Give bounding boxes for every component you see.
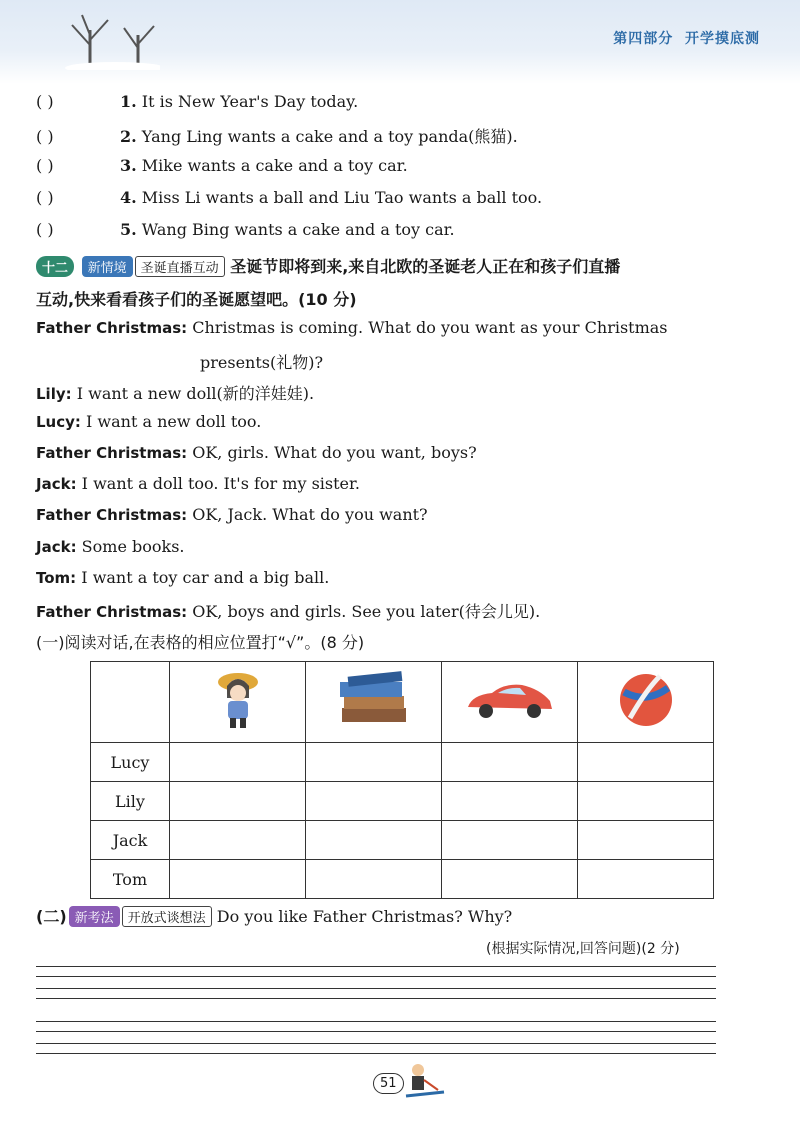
dialogue-line: Father Christmas: OK, Jack. What do you want? xyxy=(36,505,428,524)
answer-cell[interactable] xyxy=(578,743,714,782)
context-topic-tag: 圣诞直播互动 xyxy=(135,256,225,277)
table-row xyxy=(91,821,714,860)
table-row xyxy=(91,743,714,782)
table-header-cell xyxy=(578,662,714,743)
answer-cell[interactable] xyxy=(442,782,578,821)
dialogue-line: Lucy: I want a new doll too. xyxy=(36,412,262,431)
skiing-figure-icon xyxy=(398,1062,448,1102)
answer-cell[interactable] xyxy=(170,743,306,782)
answer-line[interactable] xyxy=(36,976,716,977)
answer-cell[interactable] xyxy=(442,860,578,899)
answer-line[interactable] xyxy=(36,1043,716,1044)
page-number: 51 xyxy=(373,1073,404,1094)
table-row xyxy=(91,782,714,821)
tf-item-4: ( ) 4. Miss Li wants a ball and Liu Tao wants a ball too. xyxy=(36,188,543,207)
answer-cell[interactable] xyxy=(170,821,306,860)
section-intro-line1: 圣诞节即将到来,来自北欧的圣诞老人正在和孩子们直播 xyxy=(230,257,621,276)
answer-cell[interactable] xyxy=(578,860,714,899)
table-header-cell xyxy=(442,662,578,743)
table-header-cell xyxy=(170,662,306,743)
answer-cell[interactable] xyxy=(442,821,578,860)
answer-line[interactable] xyxy=(36,1053,716,1054)
tf-item-1: ( ) 1. It is New Year's Day today. xyxy=(36,92,359,111)
part1-instruction: (一)阅读对话,在表格的相应位置打“√”。(8 分) xyxy=(36,633,365,652)
section-intro-line2: 互动,快来看看孩子们的圣诞愿望吧。(10 分) xyxy=(36,290,357,309)
page-header xyxy=(0,0,800,84)
table-corner-cell xyxy=(91,662,170,743)
answer-cell[interactable] xyxy=(442,743,578,782)
answer-cell[interactable] xyxy=(306,782,442,821)
row-label: Lucy xyxy=(91,743,170,782)
header-title: 第四部分 开学摸底测 xyxy=(613,31,760,47)
doll-icon xyxy=(208,668,268,732)
ball-icon xyxy=(616,670,676,730)
answer-cell[interactable] xyxy=(170,782,306,821)
dialogue-line: Father Christmas: Christmas is coming. What do you want as your Christmas xyxy=(36,318,668,337)
section-12-title xyxy=(36,254,620,277)
answer-cell[interactable] xyxy=(306,821,442,860)
row-label: Lily xyxy=(91,782,170,821)
part2-note: (根据实际情况,回答问题)(2 分) xyxy=(486,941,680,957)
dialogue-line: Father Christmas: OK, boys and girls. See you later(待会儿见). xyxy=(36,602,541,621)
new-method-tag: 新考法 xyxy=(69,906,120,927)
answer-line[interactable] xyxy=(36,988,716,989)
dialogue-line: Jack: I want a doll too. It's for my sister. xyxy=(36,474,360,493)
table-header-cell xyxy=(306,662,442,743)
tf-item-5: ( ) 5. Wang Bing wants a cake and a toy car. xyxy=(36,220,455,239)
snowy-tree-icon xyxy=(60,10,160,70)
answer-line[interactable] xyxy=(36,1021,716,1022)
answer-cell[interactable] xyxy=(170,860,306,899)
dialogue-line: presents(礼物)? xyxy=(200,353,324,372)
dialogue-line: Tom: I want a toy car and a big ball. xyxy=(36,568,330,587)
answer-cell[interactable] xyxy=(306,860,442,899)
tf-item-3: ( ) 3. Mike wants a cake and a toy car. xyxy=(36,156,408,175)
table-header-row xyxy=(91,662,714,743)
answer-line[interactable] xyxy=(36,1031,716,1032)
dialogue-line: Lily: I want a new doll(新的洋娃娃). xyxy=(36,384,315,403)
tf-item-2: ( ) 2. Yang Ling wants a cake and a toy panda(熊猫). xyxy=(36,127,518,146)
answer-line[interactable] xyxy=(36,966,716,967)
part2-question: (二) 新考法 开放式谈想法 Do you like Father Christmas? Why? xyxy=(36,907,513,926)
answer-cell[interactable] xyxy=(306,743,442,782)
row-label: Tom xyxy=(91,860,170,899)
checkmark-table xyxy=(90,661,714,899)
table-row xyxy=(91,860,714,899)
open-thinking-tag: 开放式谈想法 xyxy=(122,906,212,927)
dialogue-line: Father Christmas: OK, girls. What do you want, boys? xyxy=(36,443,477,462)
car-icon xyxy=(462,675,558,725)
answer-line[interactable] xyxy=(36,998,716,999)
answer-cell[interactable] xyxy=(578,782,714,821)
new-context-tag: 新情境 xyxy=(82,256,133,277)
answer-cell[interactable] xyxy=(578,821,714,860)
books-icon xyxy=(334,670,414,730)
dialogue-line: Jack: Some books. xyxy=(36,537,185,556)
row-label: Jack xyxy=(91,821,170,860)
section-number-badge: 十二 xyxy=(36,256,74,277)
